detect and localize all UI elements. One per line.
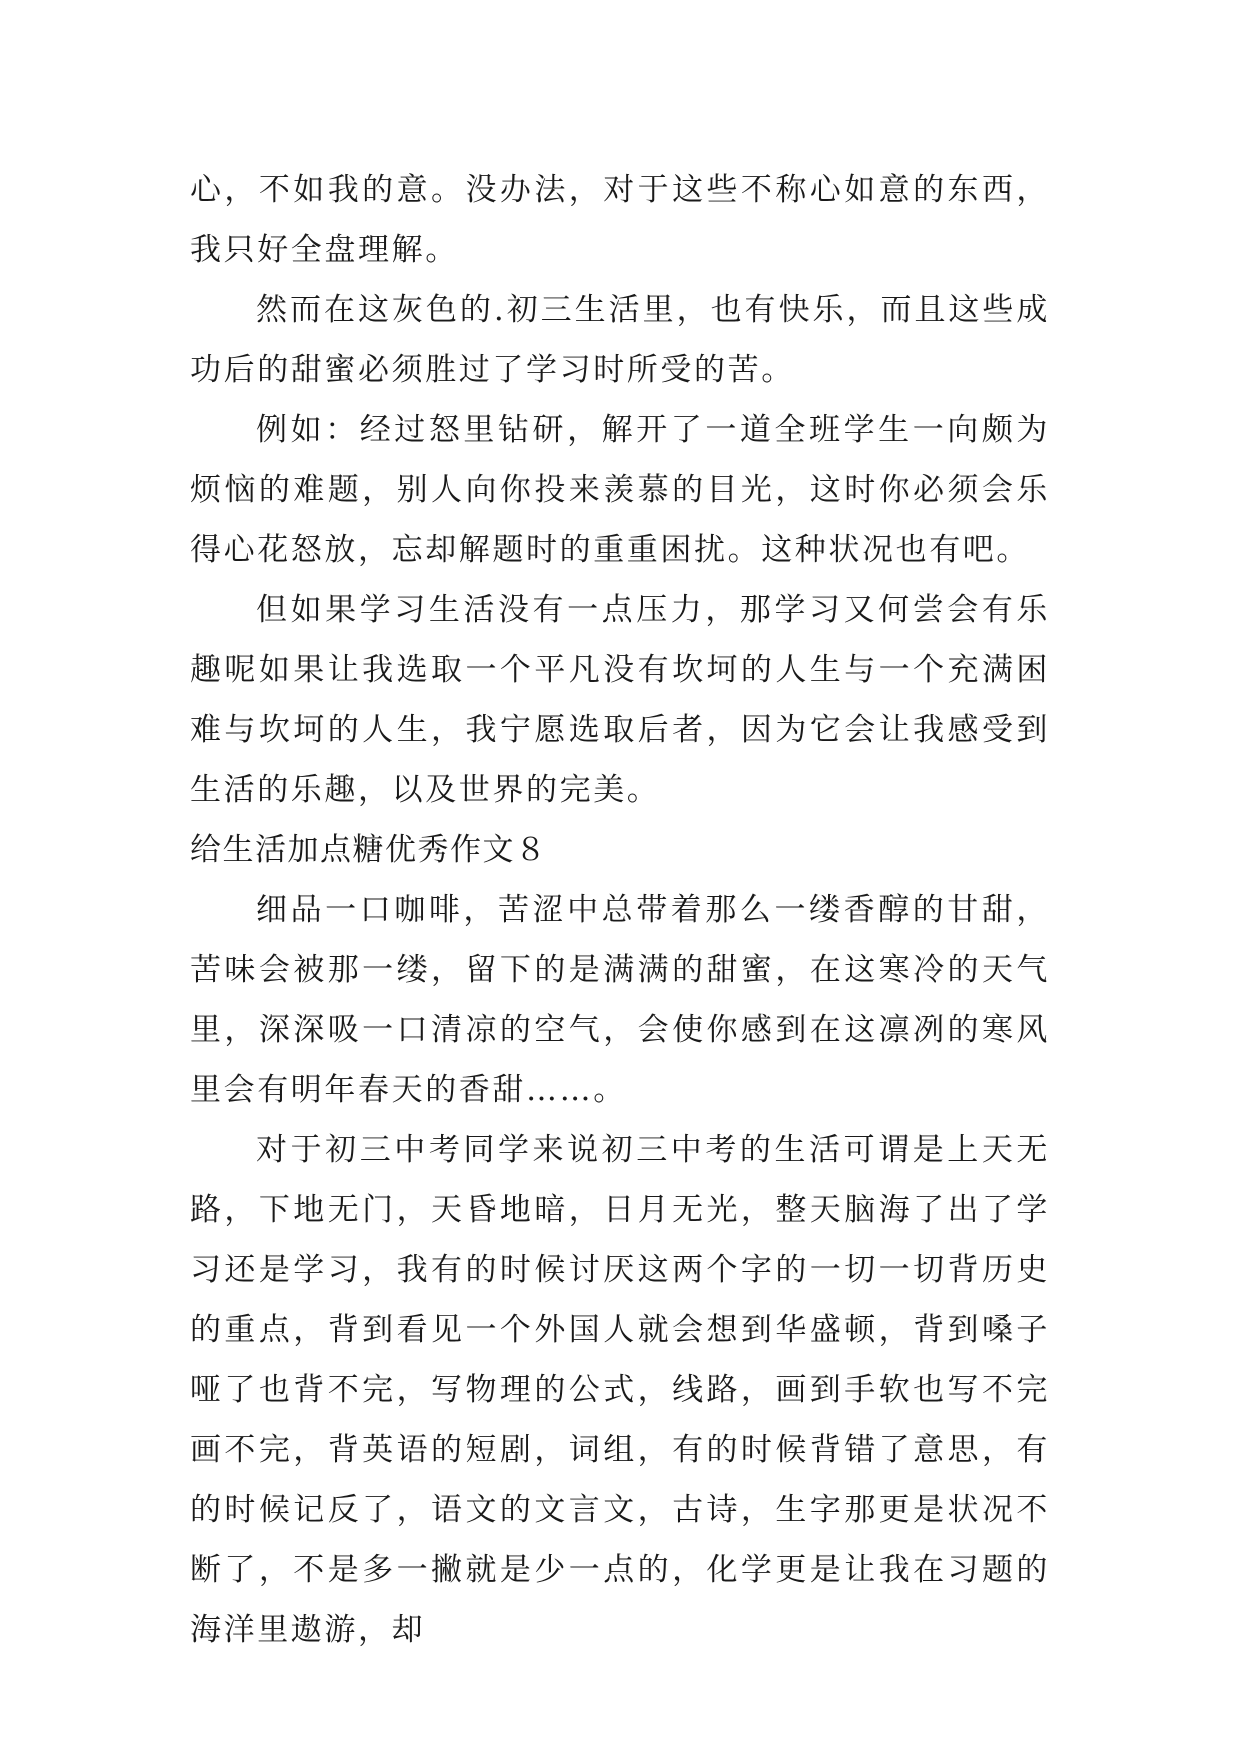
document-body: [190, 160, 1050, 1660]
paragraph: 然而在这灰色的.初三生活里，也有快乐，而且这些成功后的甜蜜必须胜过了学习时所受的苦。: [190, 292, 1050, 388]
essay-heading: 给生活加点糖优秀作文８: [190, 832, 548, 868]
paragraph: 细品一口咖啡，苦涩中总带着那么一缕香醇的甘甜，苦味会被那一缕，留下的是满满的甜蜜，在这寒冷的天气里，深深吸一口清凉的空气，会使你感到在这凛冽的寒风里会有明年春天的香甜……。: [190, 892, 1050, 1108]
paragraph: 对于初三中考同学来说初三中考的生活可谓是上天无路，下地无门，天昏地暗，日月无光，整天脑海了出了学习还是学习，我有的时候讨厌这两个字的一切一切背历史的重点，背到看见一个外国人就会想到华盛顿，背到嗓子哑了也背不完，写物理的公式，线路，画到手软也写不完画不完，背英语的短剧，词组，有的时候背错了意思，有的时候记反了，语文的文言文，古诗，生字那更是状况不断了，不是多一撇就是少一点的，化学更是让我在习题的海洋里遨游，却: [190, 1132, 1050, 1648]
paragraph: 例如：经过怒里钻研，解开了一道全班学生一向颇为烦恼的难题，别人向你投来羡慕的目光，这时你必须会乐得心花怒放，忘却解题时的重重困扰。这种状况也有吧。: [190, 412, 1050, 568]
paragraph: 但如果学习生活没有一点压力，那学习又何尝会有乐趣呢如果让我选取一个平凡没有坎坷的人生与一个充满困难与坎坷的人生，我宁愿选取后者，因为它会让我感受到生活的乐趣，以及世界的完美。: [190, 592, 1050, 808]
paragraph: 心，不如我的意。没办法，对于这些不称心如意的东西，我只好全盘理解。: [190, 172, 1050, 268]
